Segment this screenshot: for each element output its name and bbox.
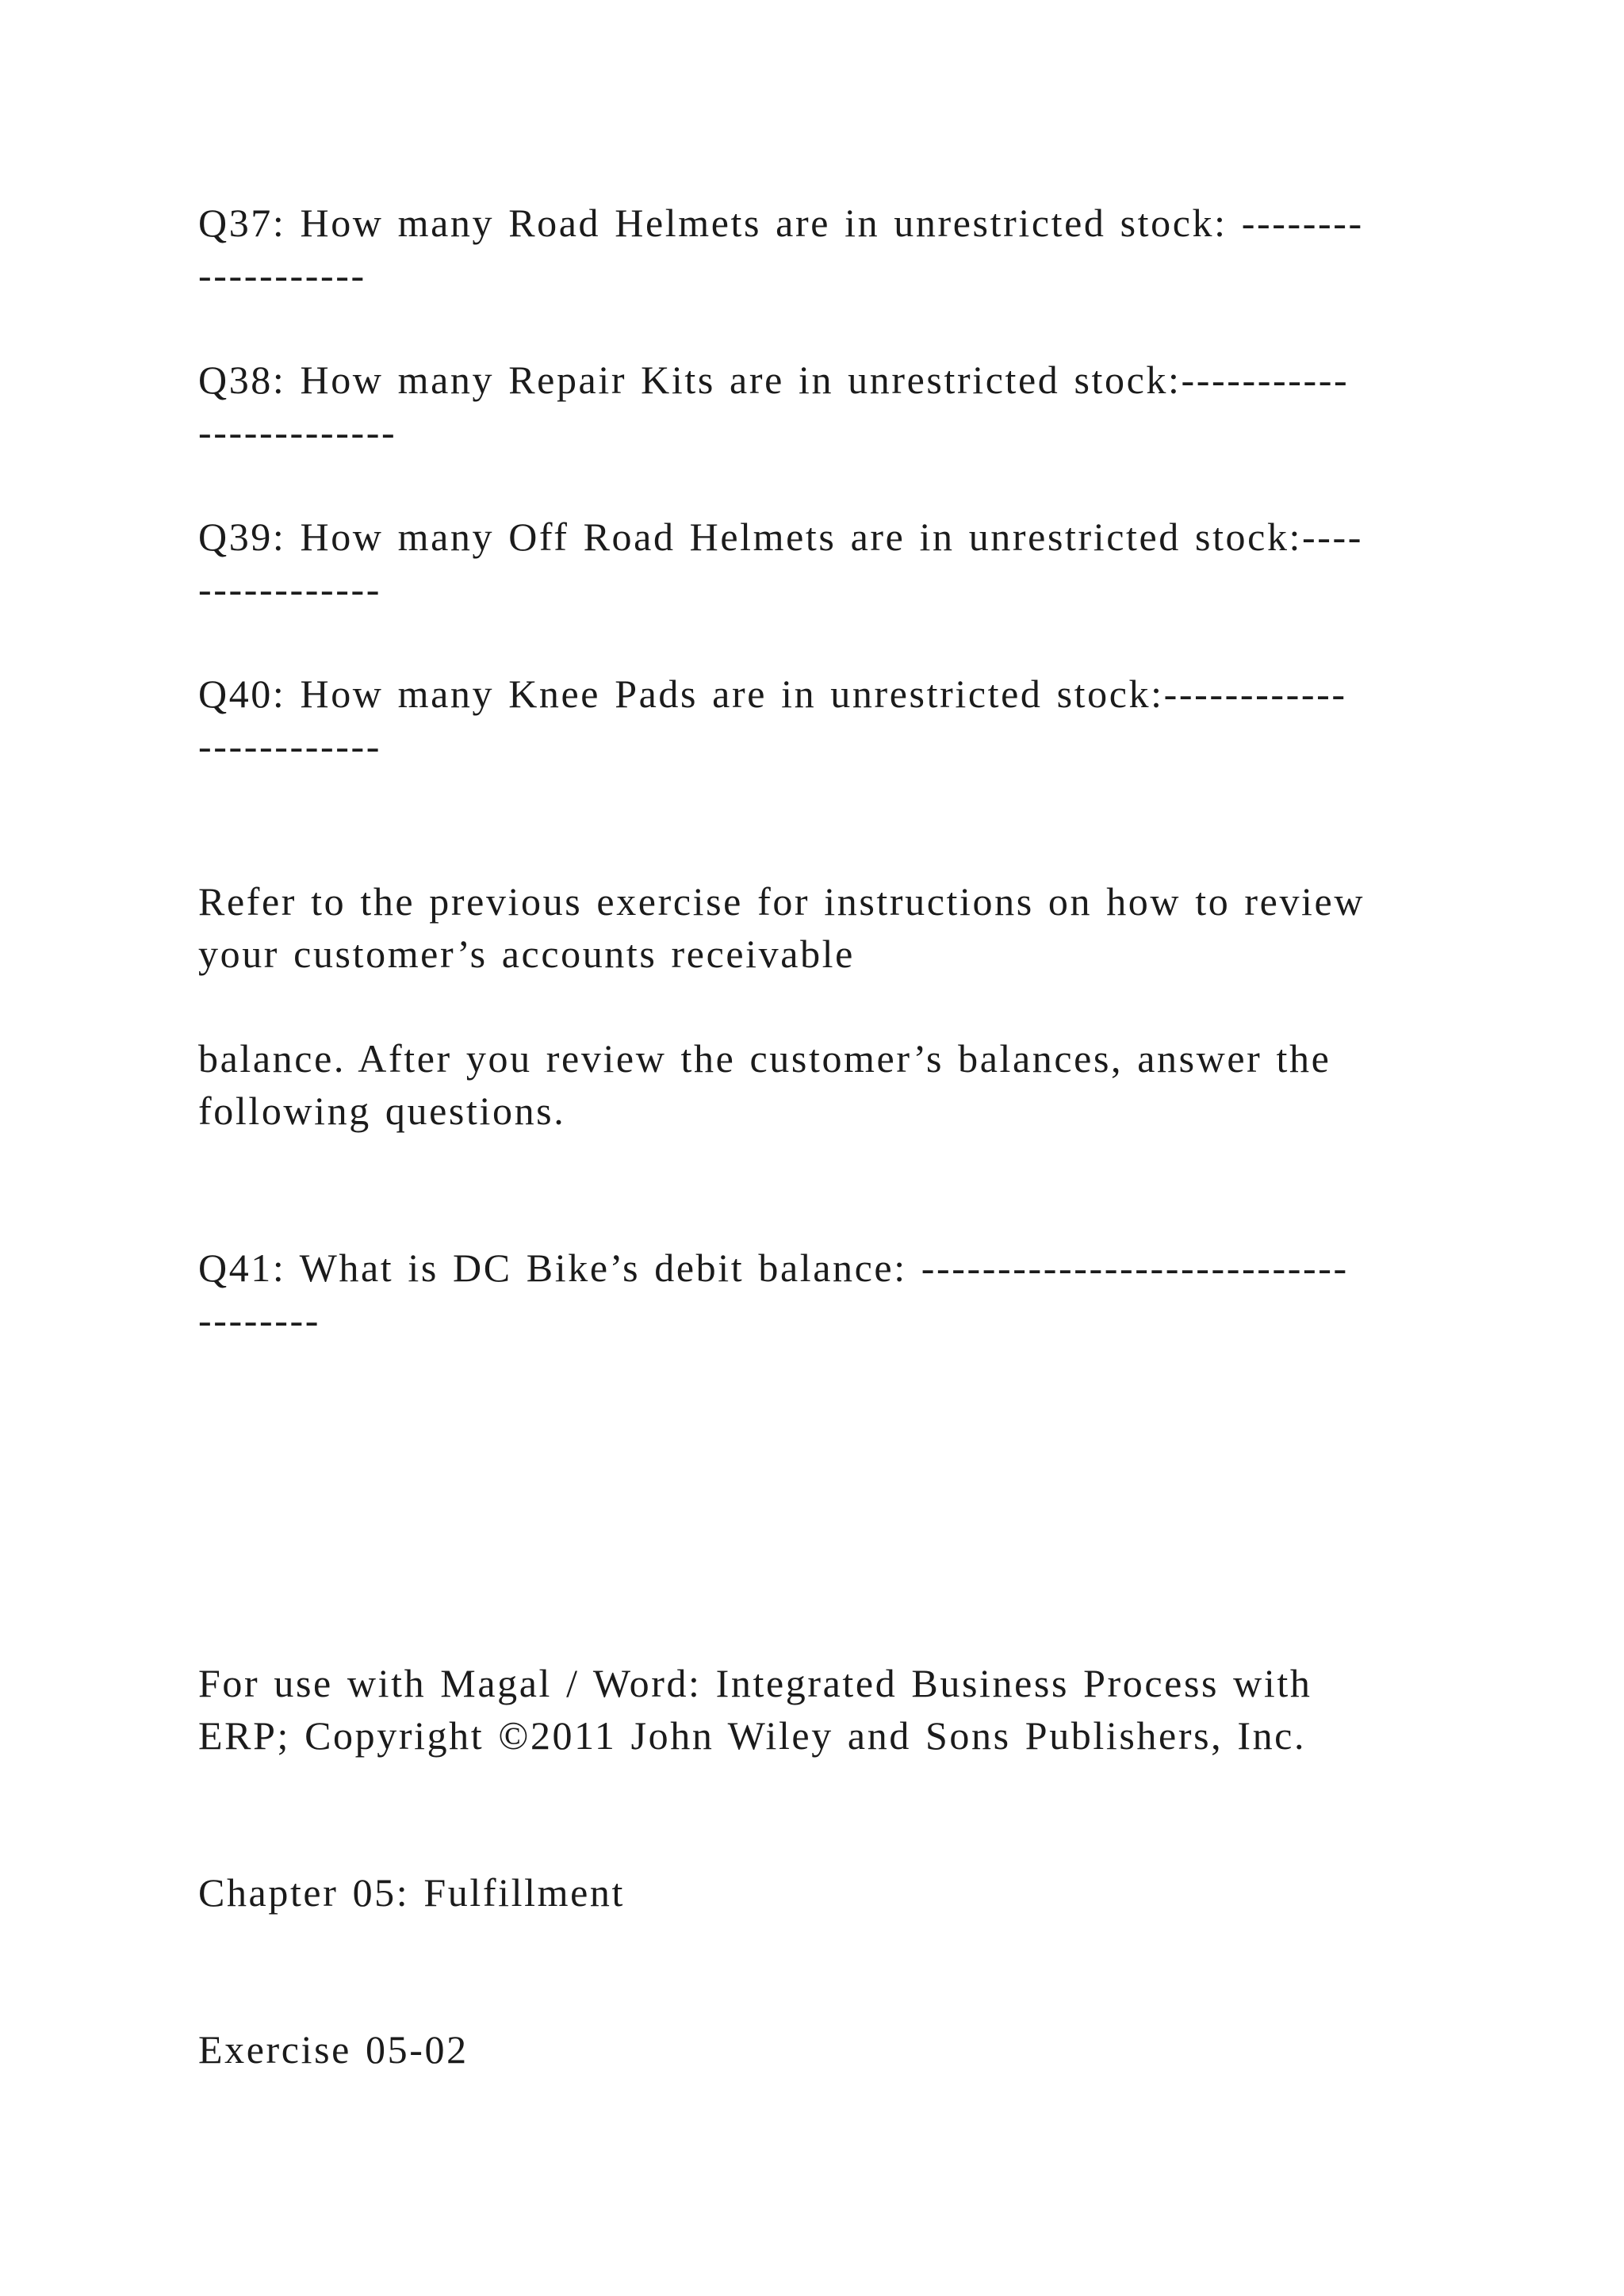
instructions-paragraph-2-line-2: following questions. <box>198 1089 566 1133</box>
footer-copyright-line-2: ERP; Copyright ©2011 John Wiley and Sons Publishers, Inc. <box>198 1713 1307 1758</box>
question-41-text: Q41: What is DC Bike’s debit balance: ---------------------------- <box>198 1246 1349 1290</box>
instructions-paragraph-1-line-1: Refer to the previous exercise for instructions on how to review <box>198 879 1365 924</box>
question-37-text: Q37: How many Road Helmets are in unrestricted stock: -------- <box>198 201 1364 245</box>
question-39-text: Q39: How many Off Road Helmets are in unrestricted stock:---- <box>198 515 1364 559</box>
question-38-text: Q38: How many Repair Kits are in unrestricted stock:----------- <box>198 358 1350 402</box>
question-38-answer-line: ------------- <box>198 410 397 454</box>
question-39-answer-line: ------------ <box>198 567 382 611</box>
chapter-title: Chapter 05: Fulfillment <box>198 1870 625 1915</box>
question-41-answer-line: -------- <box>198 1298 321 1342</box>
question-40-text: Q40: How many Knee Pads are in unrestricted stock:------------ <box>198 672 1347 716</box>
exercise-title: Exercise 05-02 <box>198 2027 469 2072</box>
question-37-answer-line: ----------- <box>198 253 366 297</box>
footer-copyright-line-1: For use with Magal / Word: Integrated Business Process with <box>198 1661 1312 1705</box>
instructions-paragraph-2-line-1: balance. After you review the customer’s balances, answer the <box>198 1036 1331 1081</box>
instructions-paragraph-1-line-2: your customer’s accounts receivable <box>198 932 855 976</box>
question-40-answer-line: ------------ <box>198 724 382 768</box>
